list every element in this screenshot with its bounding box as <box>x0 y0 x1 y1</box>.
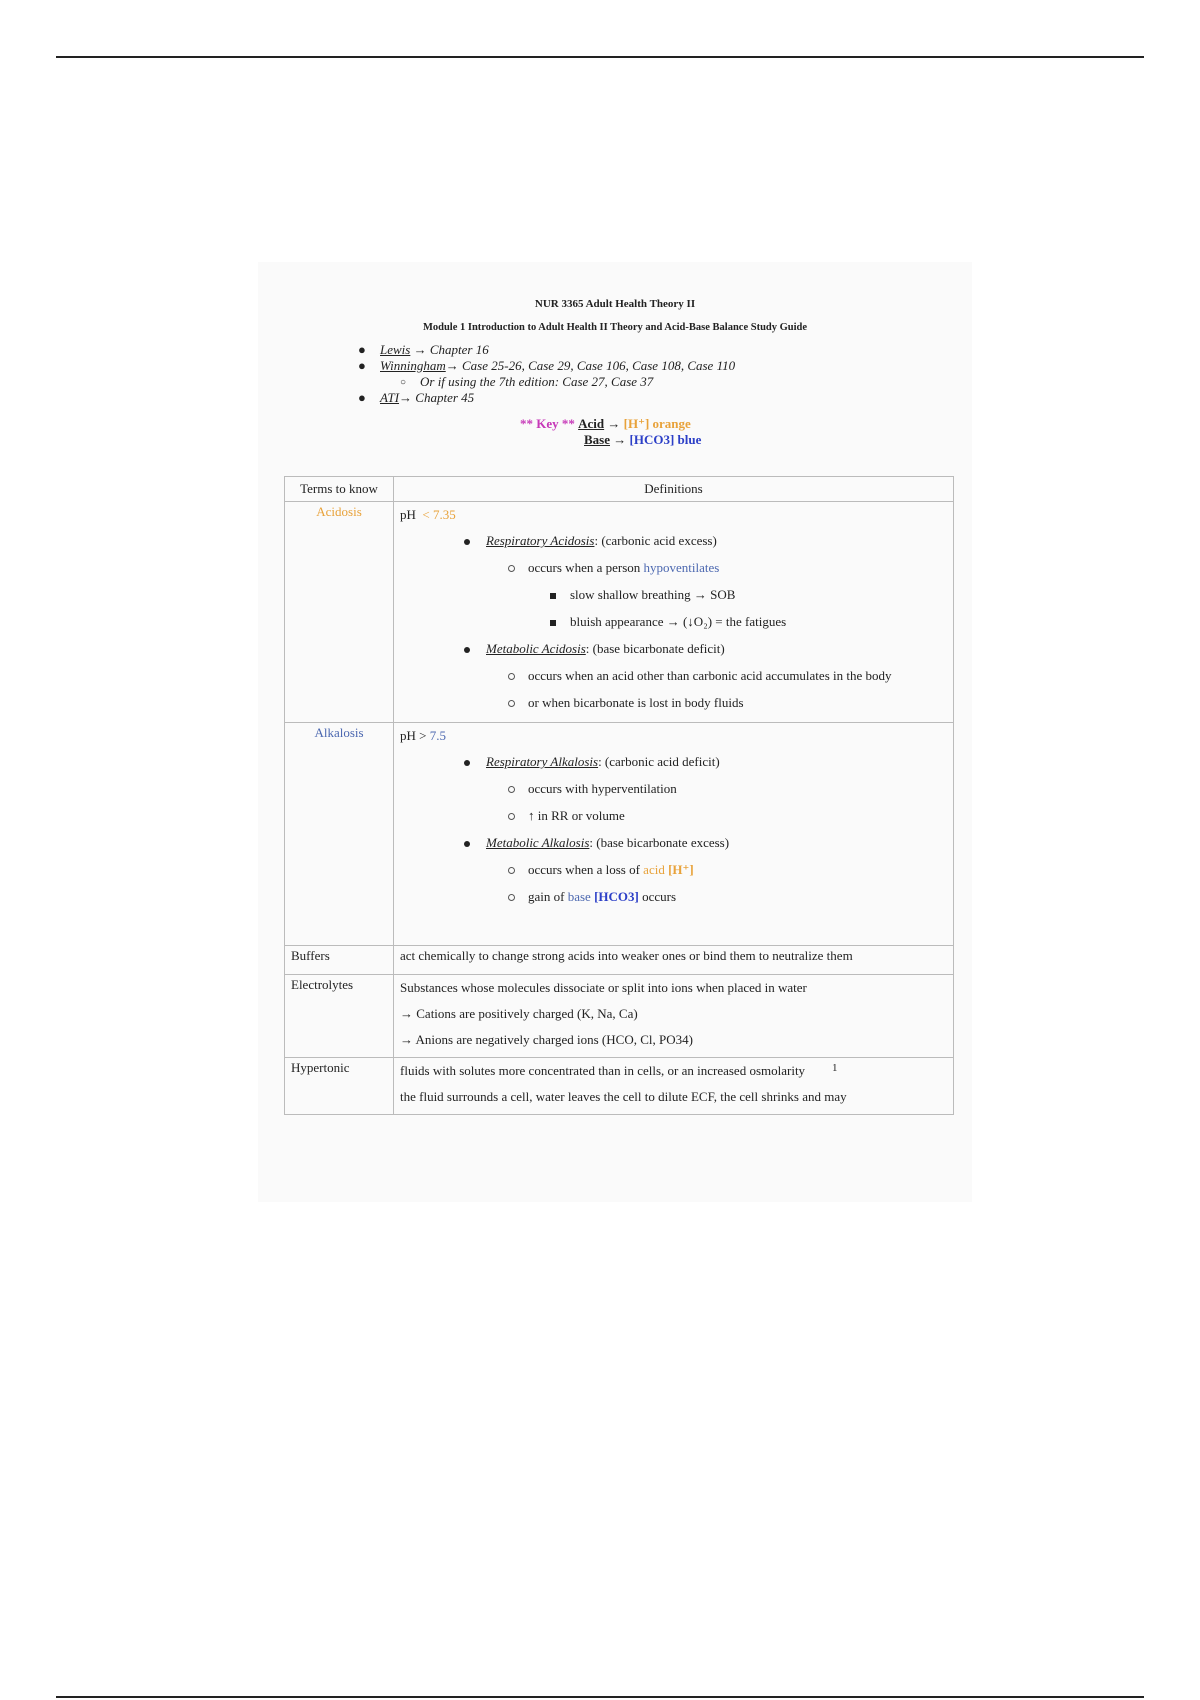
bullet-icon <box>464 841 470 847</box>
page-number: 1 <box>832 1062 838 1074</box>
bullet-icon: ● <box>358 358 366 373</box>
course-title: NUR 3365 Adult Health Theory II <box>534 298 696 310</box>
term-hypertonic: Hypertonic <box>285 1058 394 1115</box>
table-row <box>285 502 954 723</box>
reading-subitem: ○ Or if using the 7th edition: Case 27, Case 37 <box>400 374 654 389</box>
header-terms: Terms to know <box>285 477 394 502</box>
bullet-icon: ● <box>358 342 366 357</box>
definition-buffers: act chemically to change strong acids into weaker ones or bind them to neutralize them <box>394 946 954 975</box>
term-buffers: Buffers <box>285 946 394 975</box>
key-acid-line: ** Key ** Acid → [H⁺] orange <box>520 416 691 431</box>
key-acid-value: [H⁺] orange <box>623 416 691 431</box>
top-rule <box>56 56 1144 58</box>
table-header-row <box>285 477 954 502</box>
circle-bullet-icon <box>508 813 515 820</box>
term-electrolytes: Electrolytes <box>285 975 394 1058</box>
key-base: Base <box>584 432 610 447</box>
reading-item: ● Winningham→ Case 25-26, Case 29, Case 106, Case 108, Case 110 <box>358 358 736 373</box>
circle-bullet-icon <box>508 786 515 793</box>
circle-bullet-icon: ○ <box>400 377 407 388</box>
circle-bullet-icon <box>508 867 515 874</box>
term-acidosis: Acidosis <box>285 502 394 723</box>
term-alkalosis: Alkalosis <box>285 723 394 946</box>
bullet-icon <box>464 760 470 766</box>
bullet-icon <box>464 647 470 653</box>
guide-title: Module 1 Introduction to Adult Health II Theory and Acid-Base Balance Study Guide <box>422 322 808 333</box>
circle-bullet-icon <box>508 894 515 901</box>
circle-bullet-icon <box>508 565 515 572</box>
bullet-icon <box>464 539 470 545</box>
key-base-line: Base → [HCO3] blue <box>584 432 702 447</box>
bottom-rule <box>56 1696 1144 1698</box>
key-base-value: [HCO3] blue <box>629 432 702 447</box>
reading-item: ● Lewis → Chapter 16 <box>358 342 489 357</box>
reading-item: ● ATI→ Chapter 45 <box>358 390 475 405</box>
table-row <box>285 1058 954 1115</box>
square-bullet-icon <box>550 620 556 626</box>
definition-electrolytes: Substances whose molecules dissociate or split into ions when placed in water → Cations are positively charged (K, Na, Ca) → Anions are negatively charged ions (HCO, Cl, PO34) <box>394 975 954 1058</box>
definition-acidosis: pH < 7.35 Respiratory Acidosis: (carbonic acid excess) occurs when a person hypoventilates slow shallow breathing → SOB bluish appearance → (↓O₂) = the fatigues Metabolic Acidosis: (base bicarbonate deficit) occurs when an acid other than carbonic acid accumulates in the body or when bicarbonate is lost in body fluids <box>394 502 954 723</box>
header-definitions: Definitions <box>394 477 954 502</box>
square-bullet-icon <box>550 593 556 599</box>
table-row <box>285 975 954 1058</box>
reading-list <box>358 342 735 406</box>
terms-table <box>284 476 954 1115</box>
key-label: ** Key ** <box>520 416 575 431</box>
table-row <box>285 946 954 975</box>
bullet-icon: ● <box>358 390 366 405</box>
circle-bullet-icon <box>508 700 515 707</box>
document-page <box>258 262 972 1202</box>
definition-alkalosis: pH > 7.5 Respiratory Alkalosis: (carbonic acid deficit) occurs with hyperventilation ↑ in RR or volume Metabolic Alkalosis: (base bicarbonate excess) occurs when a loss of acid [H⁺] gain of base [HCO3] occurs <box>394 723 954 946</box>
key-acid: Acid <box>578 416 605 431</box>
table-row <box>285 723 954 946</box>
circle-bullet-icon <box>508 673 515 680</box>
definition-hypertonic: fluids with solutes more concentrated than in cells, or an increased osmolarity the fluid surrounds a cell, water leaves the cell to dilute ECF, the cell shrinks and may <box>394 1058 954 1115</box>
